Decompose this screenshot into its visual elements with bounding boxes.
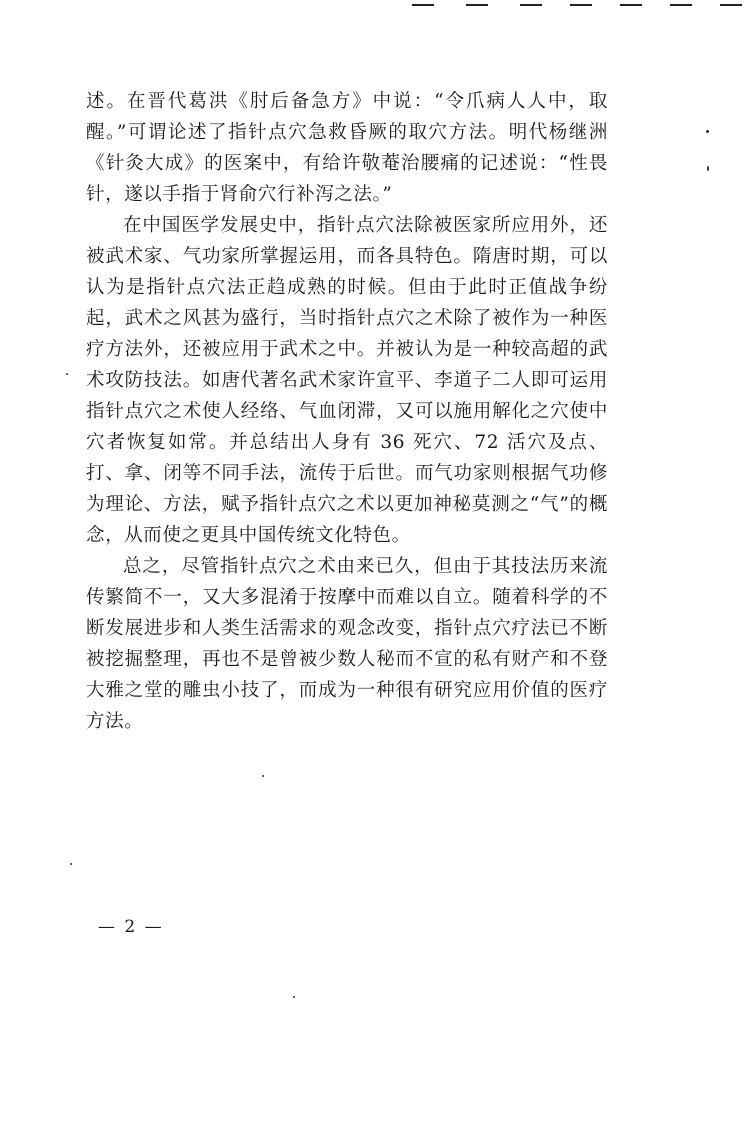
header-rule-segment <box>570 4 592 6</box>
header-rule-segment <box>670 4 692 6</box>
scan-speck <box>706 130 709 133</box>
paragraph-continuation: 述。在晋代葛洪《肘后备急方》中说：“令爪病人人中，取醒。”可谓论述了指针点穴急救昏厥的取穴方法。明代杨继洲《针灸大成》的医案中，有给许敬菴治腰痛的记述说：“性畏针，遂以手指于肾俞穴行补泻之法。” <box>86 91 608 205</box>
header-rule-segment <box>412 4 434 6</box>
page-body <box>86 86 608 737</box>
scan-speck <box>66 373 68 375</box>
paragraph-conclusion: 总之，尽管指针点穴之术由来已久，但由于其技法历来流传繁简不一，又大多混淆于按摩中而难以自立。随着科学的不断发展进步和人类生活需求的观念改变，指针点穴疗法已不断被挖掘整理，再也不是曾被少数人秘而不宣的私有财产和不登大雅之堂的雕虫小技了，而成为一种很有研究应用价值的医疗方法。 <box>86 556 608 732</box>
header-rule-segment <box>520 4 542 6</box>
header-rule-segment <box>720 4 742 6</box>
header-rule-segment <box>466 4 488 6</box>
scan-speck <box>70 863 72 865</box>
scan-speck <box>293 996 295 998</box>
header-rule-segment <box>620 4 642 6</box>
scan-speck <box>707 166 709 171</box>
paragraph-history: 在中国医学发展史中，指针点穴法除被医家所应用外，还被武术家、气功家所掌握运用，而各具特色。隋唐时期，可以认为是指针点穴法正趋成熟的时候。但由于此时正值战争纷起，武术之风甚为盛行，当时指针点穴之术除了被作为一种医疗方法外，还被应用于武术之中。并被认为是一种较高超的武术攻防技法。如唐代著名武术家许宣平、李道子二人即可运用指针点穴之术使人经络、气血闭滞，又可以施用解化之穴使中穴者恢复如常。并总结出人身有 36 死穴、72 活穴及点、打、拿、闭等不同手法，流传于后世。而气功家则根据气功修为理论、方法，赋予指针点穴之术以更加神秘莫测之“气”的概念，从而使之更具中国传统文化特色。 <box>86 215 608 546</box>
page-number: — 2 — <box>98 917 164 937</box>
scan-speck <box>262 775 264 777</box>
